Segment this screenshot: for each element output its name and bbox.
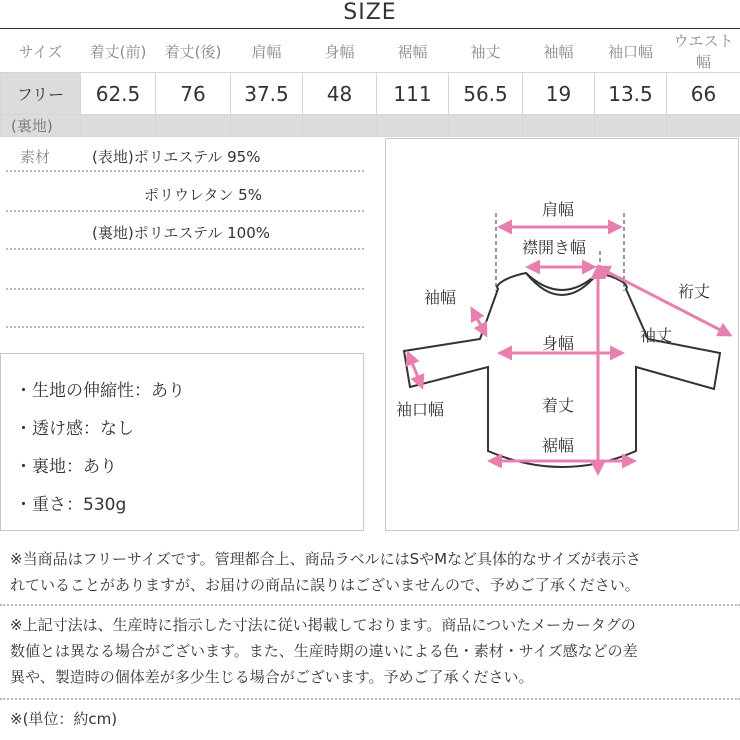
material-row bbox=[6, 182, 364, 212]
value-cell: 76 bbox=[156, 73, 231, 115]
header-cell: 袖幅 bbox=[543, 42, 574, 61]
label-cuff: 袖口幅 bbox=[396, 400, 445, 419]
material-row bbox=[6, 146, 364, 172]
size-table bbox=[0, 30, 740, 137]
material-line: (表地)ポリエステル 95% bbox=[92, 148, 261, 166]
value-cell: 48 bbox=[303, 73, 377, 115]
material-line: ポリウレタン 5% bbox=[144, 186, 262, 204]
title-underline bbox=[0, 28, 740, 29]
material-line: (裏地)ポリエステル 100% bbox=[92, 224, 271, 242]
feature-item: ・生地の伸縮性：あり bbox=[15, 381, 185, 401]
table-row bbox=[1, 73, 740, 115]
label-sleeve-length: 袖丈 bbox=[640, 326, 673, 345]
feature-item: ・裏地：あり bbox=[15, 457, 117, 477]
note-line: ※(単位：約cm) bbox=[10, 710, 118, 728]
note-measurements bbox=[10, 612, 738, 690]
page-title: SIZE bbox=[343, 0, 397, 25]
material-row-empty bbox=[6, 258, 364, 290]
label-hem: 裾幅 bbox=[542, 436, 575, 455]
value-cell: 111 bbox=[377, 73, 449, 115]
lining-label: (裏地) bbox=[1, 115, 81, 137]
header-cell: 裾幅 bbox=[397, 42, 428, 61]
header-cell: 着丈(後) bbox=[164, 42, 222, 61]
material-row-empty bbox=[6, 296, 364, 328]
value-cell: 66 bbox=[667, 73, 740, 115]
value-cell: 37.5 bbox=[231, 73, 303, 115]
note-unit bbox=[10, 706, 738, 732]
header-cell: 袖丈 bbox=[470, 42, 501, 61]
size-table-header bbox=[1, 30, 740, 73]
feature-item: ・透け感：なし bbox=[15, 419, 134, 439]
garment-diagram bbox=[385, 138, 739, 531]
header-cell: 身幅 bbox=[324, 42, 355, 61]
header-cell: 着丈(前) bbox=[89, 42, 147, 61]
label-length: 着丈 bbox=[542, 396, 575, 415]
label-shoulder: 肩幅 bbox=[542, 200, 575, 219]
note-line: ※当商品はフリーサイズです。管理都合上、商品ラベルにはSやMなど具体的なサイズが表示さ bbox=[10, 550, 641, 568]
note-line: 異や、製造時の個体差が多少生じる場合がございます。予めご了承ください。 bbox=[10, 668, 534, 686]
note-line: 数値とは異なる場合がございます。また、生産時期の違いによる色・素材・サイズ感などの差 bbox=[10, 642, 638, 660]
features-box bbox=[0, 353, 364, 531]
note-line: ※上記寸法は、生産時に指示した寸法に従い掲載しております。商品についたメーカータグの bbox=[10, 616, 636, 634]
header-cell: 袖口幅 bbox=[607, 42, 653, 61]
label-sleeve-width: 袖幅 bbox=[424, 288, 457, 307]
label-neck: 襟開き幅 bbox=[522, 238, 587, 257]
label-yuki: 裄丈 bbox=[678, 282, 711, 301]
material-row bbox=[6, 220, 364, 250]
table-row-lining bbox=[1, 115, 740, 137]
sleeve-width-arrow bbox=[472, 309, 486, 335]
label-body-width: 身幅 bbox=[542, 334, 575, 353]
row-label: フリー bbox=[1, 73, 81, 115]
note-line: れていることがありますが、お届けの商品に誤りはございませんので、予めご了承ください。 bbox=[10, 576, 640, 594]
neckline bbox=[526, 273, 598, 290]
header-cell: サイズ bbox=[18, 42, 63, 61]
value-cell: 62.5 bbox=[81, 73, 156, 115]
value-cell: 56.5 bbox=[449, 73, 523, 115]
divider bbox=[0, 698, 740, 700]
value-cell: 13.5 bbox=[595, 73, 667, 115]
header-cell: ウエスト幅 bbox=[673, 32, 734, 71]
note-free-size bbox=[10, 546, 738, 598]
divider bbox=[0, 604, 740, 606]
material-label: 素材 bbox=[20, 148, 51, 166]
value-cell: 19 bbox=[523, 73, 595, 115]
header-cell: 肩幅 bbox=[251, 42, 282, 61]
feature-item: ・重さ：530g bbox=[15, 495, 127, 515]
